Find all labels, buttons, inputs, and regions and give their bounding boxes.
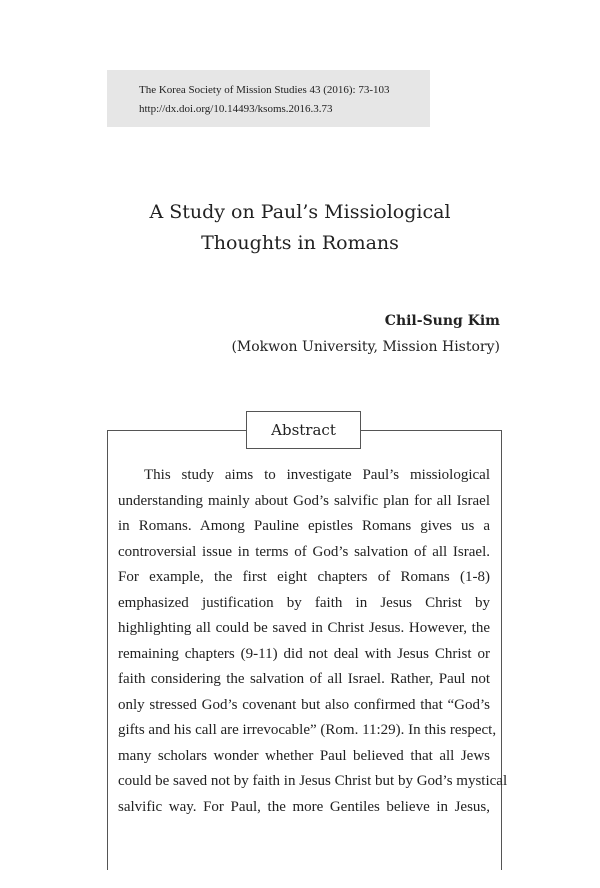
abstract-line: salvific way. For Paul, the more Gentiles believe in Jesus, [118,798,490,815]
abstract-heading: Abstract [246,411,361,449]
abstract-line: understanding mainly about God’s salvific plan for all Israel [118,492,490,509]
abstract-line: in Romans. Among Pauline epistles Romans gives us a [118,518,490,534]
abstract-line: controversial issue in terms of God’s salvation of all Israel. [118,543,490,560]
author-name: Chil-Sung Kim [384,313,500,329]
abstract-line: faith considering the salvation of all Israel. Rather, Paul not [118,671,490,687]
paper-title-line-2: Thoughts in Romans [201,232,399,254]
abstract-line: highlighting all could be saved in Christ Jesus. However, the [118,620,490,636]
abstract-line: emphasized justification by faith in Jesus Christ by [118,594,490,611]
doi-link[interactable]: http://dx.doi.org/10.14493/ksoms.2016.3.73 [139,103,333,115]
citation-box [107,70,430,127]
abstract-body [118,463,508,820]
author-affiliation: (Mokwon University, Mission History) [231,339,500,355]
abstract-line: This study aims to investigate Paul’s missiological [144,467,490,483]
abstract-line: gifts and his call are irrevocable” (Rom. 11:29). In this respect, [118,722,497,738]
abstract-line: could be saved not by faith in Jesus Christ but by God’s mystical [118,773,508,789]
abstract-line: many scholars wonder whether Paul believed that all Jews [118,747,490,764]
abstract-line: For example, the first eight chapters of Romans (1-8) [118,569,490,585]
journal-citation: The Korea Society of Mission Studies 43 (2016): 73-103 [139,84,390,96]
paper-title-line-1: A Study on Paul’s Missiological [149,201,451,223]
abstract-line: remaining chapters (9-11) did not deal with Jesus Christ or [118,645,490,662]
abstract-line: only stressed God’s covenant but also confirmed that “God’s [118,696,490,713]
